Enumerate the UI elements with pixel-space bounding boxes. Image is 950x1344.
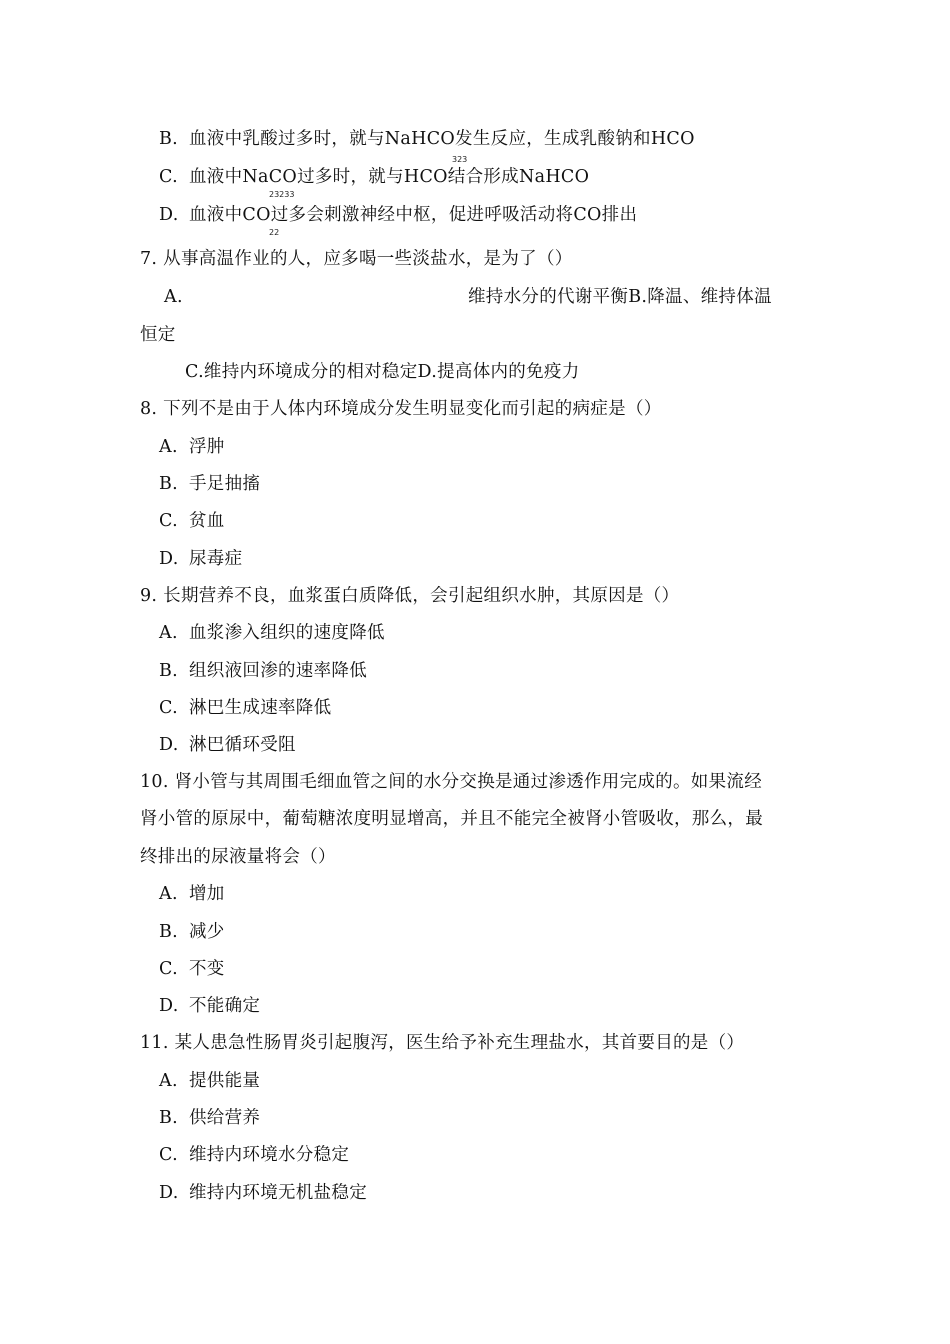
- q11-option: [159, 1106, 260, 1130]
- option-text: 浮肿: [189, 437, 225, 457]
- option-text: 减少: [189, 922, 225, 942]
- q9-option: [159, 696, 331, 720]
- option-text: 血液中CO过多会刺激神经中枢，促进呼吸活动将CO排出: [189, 205, 638, 225]
- option-text: 不变: [189, 959, 225, 979]
- option-text: 手足抽搐: [189, 474, 261, 494]
- option-label: B.: [159, 474, 179, 494]
- option-label: C.: [159, 698, 178, 718]
- option-label: C.: [159, 1145, 178, 1165]
- option-text: 血液中乳酸过多时，就与NaHCO发生反应，生成乳酸钠和HCO: [189, 129, 695, 149]
- q10-option: [159, 882, 225, 906]
- option-label: A.: [159, 437, 178, 457]
- option-label: A.: [159, 1071, 178, 1091]
- option-text: 血浆渗入组织的速度降低: [189, 623, 385, 643]
- q6-subscript-c: 23233: [269, 190, 295, 199]
- option-text: 淋巴循环受阻: [189, 735, 296, 755]
- q6-option-c: [159, 165, 589, 189]
- option-text: 组织液回渗的速率降低: [189, 661, 367, 681]
- q9-option: [159, 659, 367, 683]
- option-label: B.: [159, 129, 179, 149]
- option-label: A.: [159, 623, 178, 643]
- q7-option-a-continued: 恒定: [140, 325, 176, 345]
- q11-option: [159, 1181, 367, 1205]
- q11-option: [159, 1143, 349, 1167]
- option-text: 增加: [189, 884, 225, 904]
- q6-option-b: [159, 127, 695, 151]
- option-label: C.: [159, 959, 178, 979]
- q8-option: [159, 509, 225, 533]
- option-label: B.: [159, 661, 179, 681]
- option-label: D.: [159, 996, 179, 1016]
- q10-option: [159, 957, 225, 981]
- q7-options-cd: C.维持内环境成分的相对稳定D.提高体内的免疫力: [185, 362, 580, 382]
- option-text: 血液中NaCO过多时，就与HCO结合形成NaHCO: [189, 167, 590, 187]
- q8-option: [159, 472, 260, 496]
- q10-stem-line: 肾小管的原尿中，葡萄糖浓度明显增高，并且不能完全被肾小管吸收，那么，最: [140, 809, 763, 829]
- option-text: 供给营养: [189, 1108, 261, 1128]
- q6-option-d: [159, 203, 637, 227]
- q10-option: [159, 920, 225, 944]
- q11-option: [159, 1069, 260, 1093]
- option-label: D.: [159, 735, 179, 755]
- option-label: C.: [159, 511, 178, 531]
- option-text: 贫血: [189, 511, 225, 531]
- option-label: D.: [159, 205, 179, 225]
- option-label: D.: [159, 549, 179, 569]
- option-text: 提供能量: [189, 1071, 261, 1091]
- option-text: 淋巴生成速率降低: [189, 698, 332, 718]
- option-text: 维持内环境水分稳定: [189, 1145, 350, 1165]
- q7-option-a-label: A.: [164, 287, 183, 307]
- q8-option: [159, 547, 242, 571]
- option-label: D.: [159, 1183, 179, 1203]
- q10-stem-line: 终排出的尿液量将会（）: [140, 847, 336, 867]
- q9-option: [159, 621, 385, 645]
- q6-subscript-b: 323: [452, 155, 468, 164]
- q7-stem: 7. 从事高温作业的人，应多喝一些淡盐水，是为了（）: [140, 249, 573, 269]
- q10-option: [159, 994, 260, 1018]
- q9-option: [159, 733, 296, 757]
- option-label: C.: [159, 167, 178, 187]
- q9-stem: 9. 长期营养不良，血浆蛋白质降低，会引起组织水肿，其原因是（）: [140, 586, 680, 606]
- q7-option-a-text: 维持水分的代谢平衡B.降温、维持体温: [468, 287, 772, 307]
- option-label: B.: [159, 1108, 179, 1128]
- q11-stem: 11. 某人患急性肠胃炎引起腹泻，医生给予补充生理盐水，其首要目的是（）: [140, 1033, 745, 1053]
- option-text: 不能确定: [189, 996, 261, 1016]
- q8-option: [159, 435, 225, 459]
- q6-subscript-d: 22: [269, 228, 280, 237]
- q10-stem-line: 10. 肾小管与其周围毛细血管之间的水分交换是通过渗透作用完成的。如果流经: [140, 772, 762, 792]
- q8-stem: 8. 下列不是由于人体内环境成分发生明显变化而引起的病症是（）: [140, 399, 662, 419]
- option-text: 尿毒症: [189, 549, 243, 569]
- option-label: B.: [159, 922, 179, 942]
- option-text: 维持内环境无机盐稳定: [189, 1183, 367, 1203]
- option-label: A.: [159, 884, 178, 904]
